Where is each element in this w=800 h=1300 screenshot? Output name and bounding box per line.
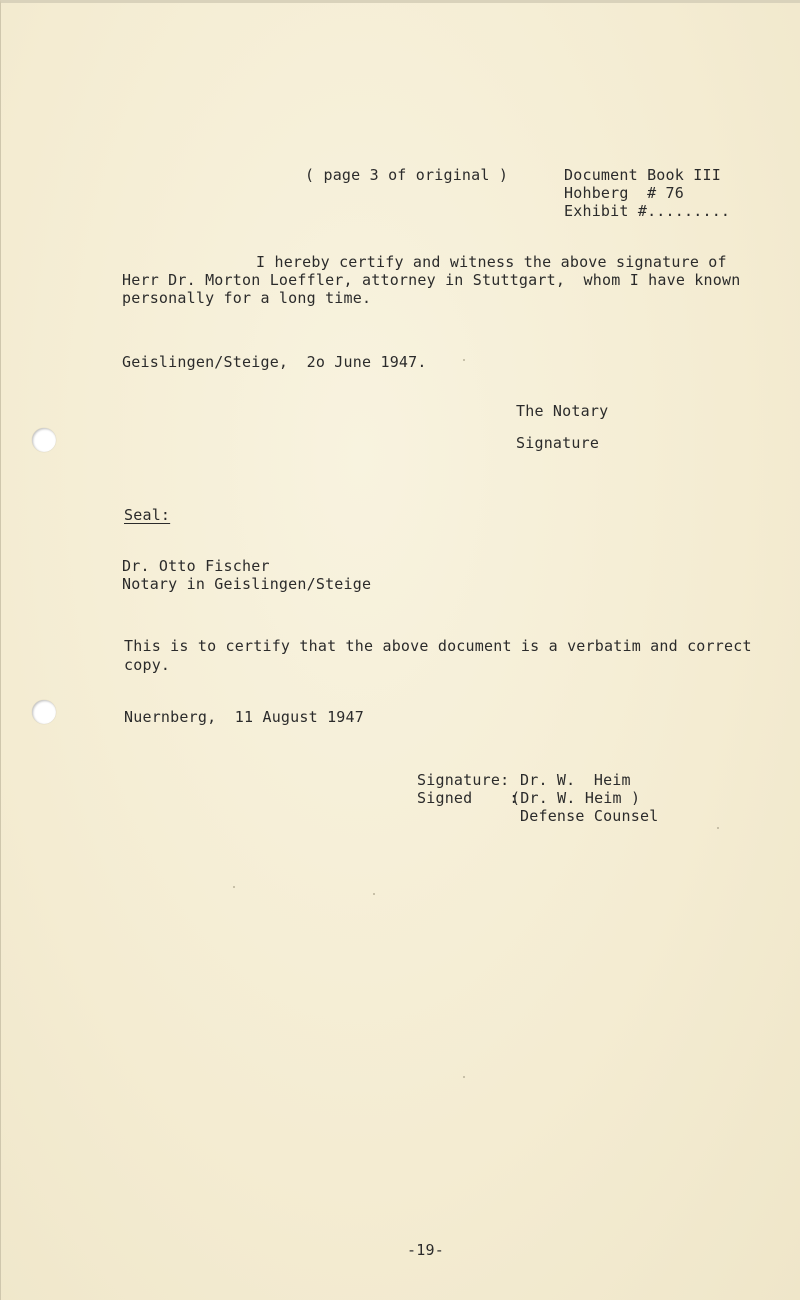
paper-speck: [463, 359, 465, 361]
hohberg-number: Hohberg # 76: [564, 184, 684, 202]
defense-counsel-role: Defense Counsel: [520, 807, 659, 825]
signed-value: (Dr. W. Heim ): [511, 789, 641, 807]
punch-hole-bottom: [32, 700, 56, 724]
paper-speck: [717, 827, 719, 829]
paper-speck: [373, 893, 375, 895]
certification-line-1: I hereby certify and witness the above signature of: [256, 253, 727, 271]
signature-value: Dr. W. Heim: [520, 771, 631, 789]
certification-line-2: Herr Dr. Morton Loeffler, attorney in Stuttgart, whom I have known: [122, 271, 741, 289]
notary-signature: Signature: [516, 434, 600, 452]
copy-certification-line-2: copy.: [124, 656, 171, 674]
page-number: -19-: [407, 1241, 444, 1259]
seal-label: Seal:: [124, 506, 171, 524]
notary-name-line-1: Dr. Otto Fischer: [122, 557, 270, 575]
certification-line-3: personally for a long time.: [122, 289, 372, 307]
place-date-geislingen: Geislingen/Steige, 2o June 1947.: [122, 353, 427, 371]
notary-name-line-2: Notary in Geislingen/Steige: [122, 575, 372, 593]
exhibit-number: Exhibit #.........: [564, 202, 731, 220]
paper-speck: [463, 1076, 465, 1078]
document-book: Document Book III: [564, 166, 721, 184]
notary-title: The Notary: [516, 402, 609, 420]
paper-speck: [233, 886, 235, 888]
signature-label: Signature:: [417, 771, 510, 789]
punch-hole-top: [32, 428, 56, 452]
copy-certification-line-1: This is to certify that the above document is a verbatim and correct: [124, 637, 752, 655]
place-date-nuernberg: Nuernberg, 11 August 1947: [124, 708, 364, 726]
page-reference: ( page 3 of original ): [305, 166, 509, 184]
signed-label: Signed :: [417, 789, 519, 807]
